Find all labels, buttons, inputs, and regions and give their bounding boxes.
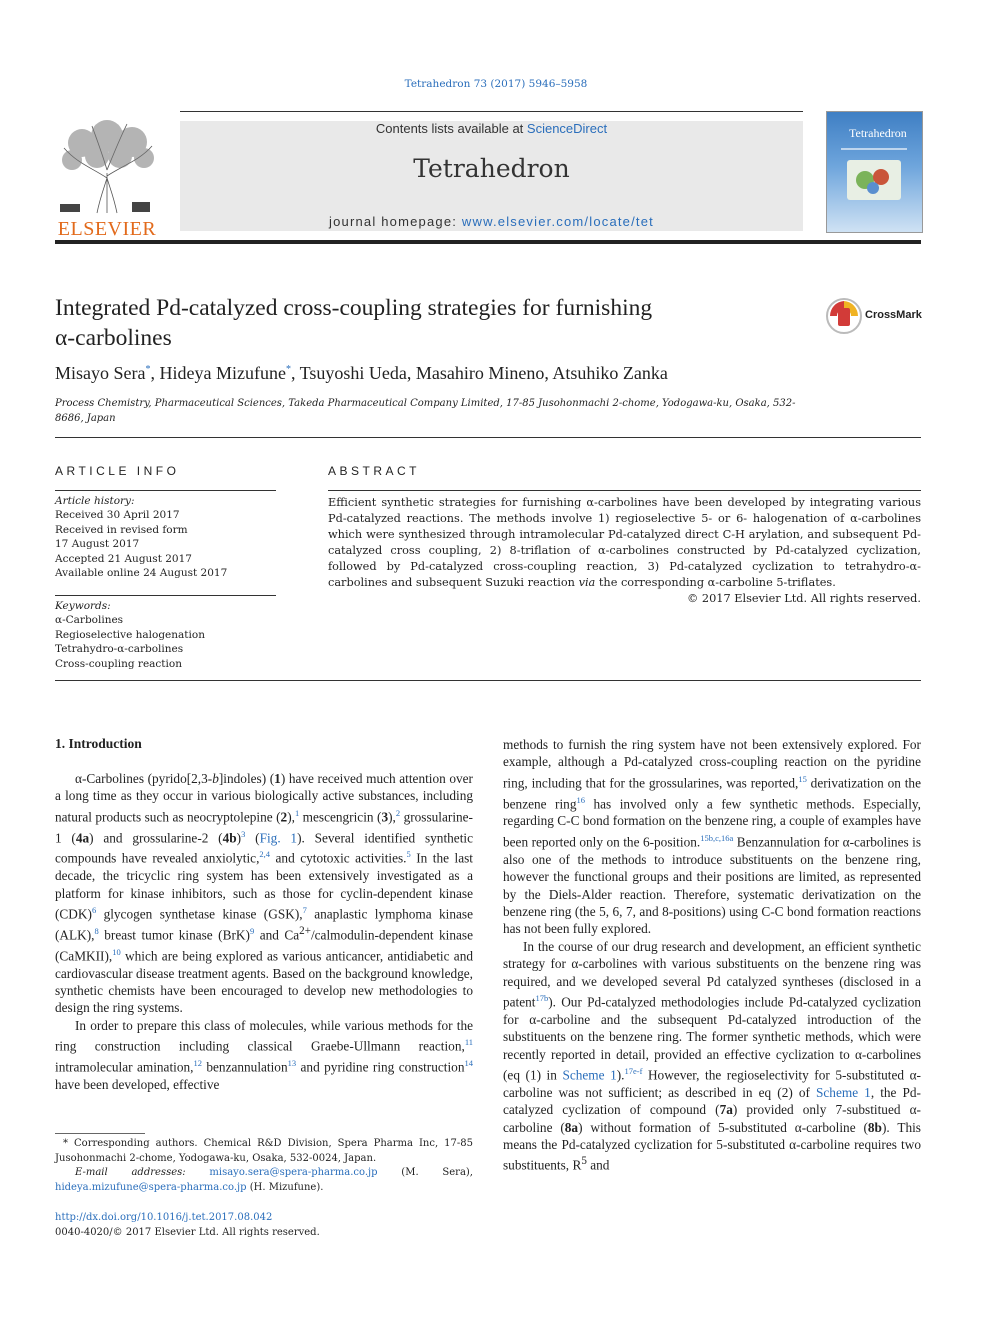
cover-rule — [841, 148, 907, 150]
body-column-left — [55, 770, 473, 1093]
elsevier-wordmark: ELSEVIER — [57, 218, 157, 240]
history-entry: Available online 24 August 2017 — [55, 567, 228, 580]
corresponding-footnote: * Corresponding authors. Chemical R&D Division, Spera Pharma Inc, 17-85 Jusohonmachi 2-chome, Yodogawa-ku, Osaka, 532-0024, Japan. — [55, 1138, 473, 1164]
body-column-right — [503, 736, 921, 1174]
article-info-rule — [55, 490, 276, 491]
email-owner: (H. Mizufune). — [246, 1181, 324, 1193]
footnote-rule — [55, 1133, 145, 1134]
affiliation-rule — [55, 437, 921, 438]
journal-cover-image[interactable] — [826, 111, 923, 233]
email-link[interactable]: hideya.mizufune@spera-pharma.co.jp — [55, 1181, 247, 1193]
author-separator: , — [406, 363, 416, 383]
author-name[interactable]: Atsuhiko Zanka — [552, 363, 668, 383]
cover-title: Tetrahedron — [849, 126, 907, 140]
article-info-heading: ARTICLE INFO — [55, 464, 180, 478]
author-separator: , — [290, 363, 300, 383]
history-entry: 17 August 2017 — [55, 538, 140, 551]
history-entry: Received in revised form — [55, 523, 188, 536]
footnotes — [55, 1137, 473, 1195]
abstract-heading: ABSTRACT — [328, 464, 421, 478]
abstract-body — [328, 495, 921, 607]
header-top-rule — [180, 111, 803, 112]
sciencedirect-link[interactable]: ScienceDirect — [526, 121, 608, 136]
publication-info — [55, 1211, 473, 1240]
author-name[interactable]: Hideya Mizufune — [159, 363, 286, 383]
author-name[interactable]: Misayo Sera — [55, 363, 146, 383]
article-title — [55, 293, 795, 353]
keyword: Tetrahydro-α-carbolines — [55, 643, 184, 656]
keywords-rule — [55, 595, 276, 596]
homepage-prefix: journal homepage: — [329, 214, 462, 229]
crossmark-label: CrossMark — [865, 309, 922, 321]
abstract-text: Efficient synthetic strategies for furnishing α-carbolines have been developed by integrating various Pd-catalyzed reactions. The methods involve 1) regioselective 5- or 6- halogenation of α-carbolines which were synthesized through intramolecular Pd-catalyzed direct C-H arylation, and subsequent Pd-catalyzed cross coupling, 2) 8-triflation of α-carbolines constructed by Pd-catalyzed cyclization, followed by Pd-catalyzed cross-coupling reaction, 3) Pd-catalyzed cyclization to tetrahydro-α-carbolines and subsequent Suzuki reaction — [328, 496, 921, 589]
history-entry: Accepted 21 August 2017 — [55, 552, 192, 565]
keyword: Cross-coupling reaction — [55, 657, 182, 670]
paragraph: α-Carbolines (pyrido[2,3-b]indoles) (1) have received much attention over a long time as they occur in various biologically active substances, including natural products such as neocryptolepine (2),$^1$ mescengricin (3),$^2$ grossularine-1 (4a) and grossularine-2 (4b)$^3$ (Fig. 1). Several identified synthetic compounds have revealed anxiolytic,$^{2,4}$ and cytotoxic activities.$^5$ In the last decade, the tricyclic ring system has been extensively investigated as a platform for kinase inhibitors, such as those for cyclin-dependent kinase (CDK)$^6$ glycogen synthetase kinase (GSK),$^7$ anaplastic lymphoma kinase (ALK),$^8$ breast tumor kinase (BrK)$^9$ and $Ca^{2+}/calmodulin$-dependent kinase (CaMKII),$^{10}$ which are being explored as various anticancer, antidiabetic and cardiovascular disease treatment agents. Based on the background knowledge, synthetic chemists have been encouraged to develop new methodologies to design the ring systems. — [55, 771, 473, 1016]
journal-name: Tetrahedron — [413, 154, 570, 183]
homepage-link[interactable]: www.elsevier.com/locate/tet — [461, 214, 654, 229]
cover-molecule-icon — [847, 160, 901, 200]
abstract-bottom-rule — [55, 680, 921, 681]
email-label: E-mail addresses: — [75, 1167, 210, 1178]
author-name[interactable]: Tsuyoshi Ueda — [299, 363, 407, 383]
cover-graphic — [847, 160, 901, 200]
corresponding-mark[interactable]: * — [285, 364, 291, 375]
author-separator: , — [150, 363, 160, 383]
keywords — [55, 599, 276, 671]
keyword: α-Carbolines — [55, 614, 124, 627]
journal-citation[interactable]: Tetrahedron 73 (2017) 5946–5958 — [404, 78, 588, 90]
elsevier-tree-icon — [52, 118, 162, 216]
email-owner: (M. Sera), — [377, 1167, 473, 1178]
paragraph: methods to furnish the ring system have not been extensively explored. For example, although a Pd-catalyzed cross-coupling reaction on the pyridine ring, including that for the grossularines, was reported,$^{15}$ derivatization on the benzene ring$^{16}$ has involved only a few synthetic methods. Especially, regarding C-C bond formation on the benzene ring, a couple of examples have been reported only on the 6-position.$^{15b,c,16a}$ Benzannulation for α-carbolines is also one of the methods to introduce substituents on the benzene ring, however the functional groups and their positions are limited, as represented by the Diels-Alder reaction. Therefore, systematic derivatization on the benzene ring (the 5, 6, 7, and 8-positions) using C-C bond formation reactions has not been fully explored. — [503, 737, 921, 937]
crossmark-icon — [825, 297, 863, 335]
paragraph: In order to prepare this class of molecules, while various methods for the ring construction including classical Graebe-Ullmann reaction,$^{11}$ intramolecular amination,$^{12}$ benzannulation$^{13}$ and pyridine ring construction$^{14}$ have been developed, effective — [55, 1017, 473, 1092]
author-name[interactable]: Masahiro Mineno — [415, 363, 545, 383]
journal-homepage — [180, 214, 803, 229]
abstract-italic: via — [578, 576, 596, 589]
abstract-rule — [328, 490, 921, 491]
header-bottom-rule — [55, 240, 921, 244]
crossmark-badge[interactable] — [825, 297, 925, 335]
abstract-text-end: the corresponding α-carboline 5-triflates. — [595, 576, 836, 589]
author-separator: , — [544, 363, 553, 383]
doi-link[interactable]: http://dx.doi.org/10.1016/j.tet.2017.08.042 — [55, 1212, 273, 1223]
paragraph: In the course of our drug research and development, an efficient synthetic strategy for α-carbolines with various substituents on the benzene ring was required, and we developed several Pd catalyzed syntheses (disclosed in a patent$^{17b}$). Our Pd-catalyzed methodologies include Pd-catalyzed cyclization for α-carboline and the subsequent Pd-catalyzed introduction of the substituents on the benzene ring. The former synthetic methods, which were recently reported in detail, provided an effective cyclization to α-carbolines (eq (1) in Scheme 1).$^{17e-f}$ However, the regioselectivity for 5-substituted α-carboline was not sufficient; as described in eq (2) of Scheme 1, the Pd-catalyzed cyclization of compound (7a) provided only 7-substitued α-carboline (8a) without formation of 5-substituted α-carboline (8b). This means the Pd-catalyzed cyclization for 5-substituted α-carboline requires two substituents, $R^5$ and — [503, 938, 921, 1173]
keywords-label: Keywords: — [55, 600, 111, 612]
corresponding-mark[interactable]: * — [145, 364, 151, 375]
title-line-2: α-carbolines — [55, 325, 172, 351]
history-label: Article history: — [55, 495, 135, 507]
issn-line: 0040-4020/© 2017 Elsevier Ltd. All rights reserved. — [55, 1226, 320, 1238]
affiliation: Process Chemistry, Pharmaceutical Sciences, Takeda Pharmaceutical Company Limited, 17-85 Jusohonmachi 2-chome, Yodogawa-ku, Osaka, 532-8686, Japan — [55, 398, 796, 424]
contents-line — [180, 121, 803, 136]
abstract-copyright: © 2017 Elsevier Ltd. All rights reserved. — [687, 592, 921, 605]
article-history — [55, 494, 276, 580]
author-list — [55, 363, 855, 384]
journal-banner — [180, 121, 803, 231]
contents-prefix: Contents lists available at — [375, 121, 527, 136]
elsevier-logo — [52, 118, 162, 240]
section-heading-introduction: 1. Introduction — [55, 736, 142, 751]
history-entry: Received 30 April 2017 — [55, 509, 180, 522]
title-line-1: Integrated Pd-catalyzed cross-coupling strategies for furnishing — [55, 295, 653, 321]
email-footnote — [55, 1166, 473, 1195]
email-link[interactable]: misayo.sera@spera-pharma.co.jp — [209, 1167, 378, 1178]
keyword: Regioselective halogenation — [55, 628, 205, 641]
